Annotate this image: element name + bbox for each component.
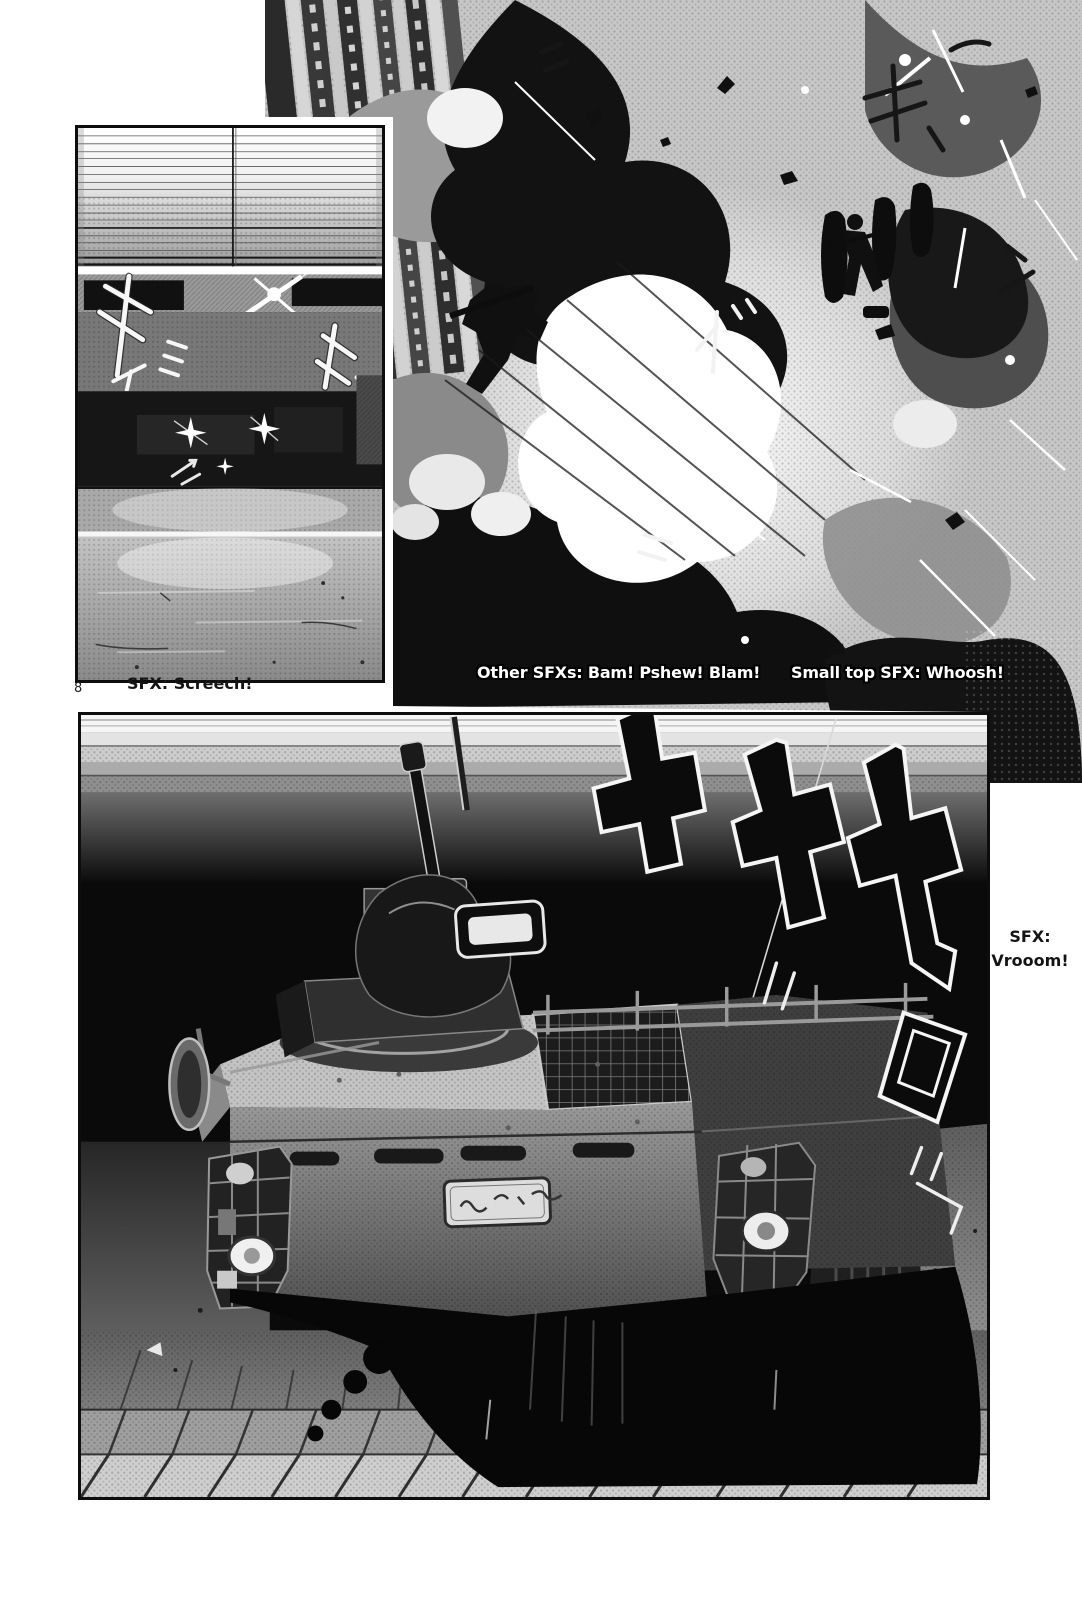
street-pavement — [78, 488, 382, 680]
caption-vroom-line2: Vrooom! — [991, 951, 1069, 970]
caption-small-top-sfx: Small top SFX: Whoosh! — [791, 663, 1004, 682]
license-plate — [444, 1177, 563, 1227]
caption-vroom-line1: SFX: — [1009, 927, 1051, 946]
headlight-left — [207, 1147, 291, 1309]
building-facade — [78, 128, 382, 266]
caption-screech: SFX: Screech! — [127, 674, 253, 693]
vehicle-panel — [78, 712, 990, 1500]
page-number: 8 — [74, 681, 83, 696]
vehicle-panel-art — [81, 715, 987, 1497]
headlight-right — [712, 1140, 816, 1306]
windshield-mesh — [533, 1005, 692, 1110]
garage-opening — [78, 375, 382, 486]
building-panel-art — [78, 128, 382, 680]
caption-other-sfx: Other SFXs: Bam! Pshew! Blam! — [477, 663, 761, 682]
building-panel — [75, 125, 385, 683]
searchlight — [455, 900, 546, 958]
caption-vroom — [978, 925, 1082, 973]
muzzle — [399, 741, 427, 773]
